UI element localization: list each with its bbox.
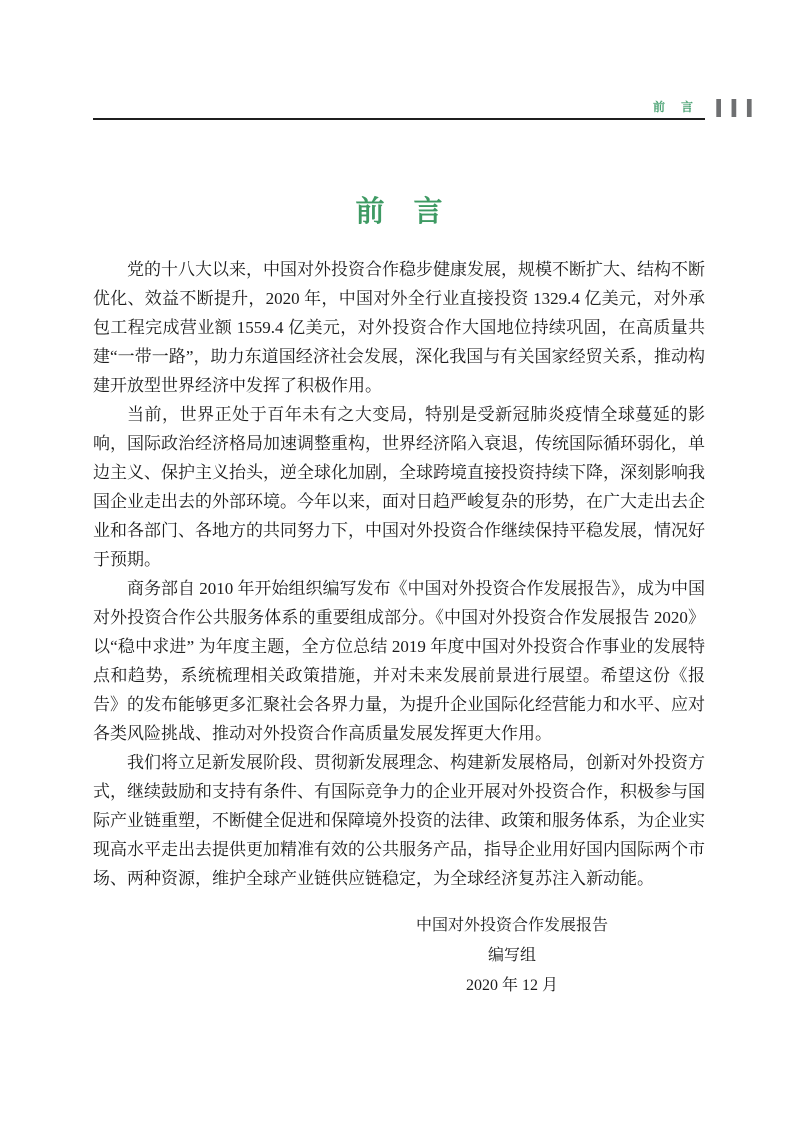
- signature-group: 编写组: [487, 947, 536, 964]
- signature-organization: 中国对外投资合作发展报告: [415, 917, 608, 934]
- paragraph-4: 我们将立足新发展阶段、贯彻新发展理念、构建新发展格局，创新对外投资方式，继续鼓励和支持有条件、有国际竞争力的企业开展对外投资合作，积极参与国际产业链重塑，不断健全促进和保障境外投资的法律、政策和服务体系，为企业实现高水平走出去提供更加精准有效的公共服务产品，指导企业用好国内国际两个市场、两种资源，维护全球产业链供应链稳定，为全球经济复苏注入新动能。: [93, 753, 705, 888]
- page-title: 前 言: [355, 196, 443, 228]
- paragraph-1: 党的十八大以来，中国对外投资合作稳步健康发展，规模不断扩大、结构不断优化、效益不断提升，2020 年，中国对外全行业直接投资 1329.4 亿美元，对外承包工程完成营业额 1559.4 亿美元，对外投资合作大国地位持续巩固，在高质量共建“一带一路”，助力东道国经济社会发展，深化我国与有关国家经贸关系，推动构建开放型世界经济中发挥了积极作用。: [93, 260, 705, 395]
- running-header-title: 前 言: [652, 100, 695, 114]
- page-number: III: [714, 94, 760, 123]
- body-text: [93, 255, 705, 893]
- paragraph-2: 当前，世界正处于百年未有之大变局，特别是受新冠肺炎疫情全球蔓延的影响，国际政治经济格局加速调整重构，世界经济陷入衰退，传统国际循环弱化，单边主义、保护主义抬头，逆全球化加剧，全球跨境直接投资持续下降，深刻影响我国企业走出去的外部环境。今年以来，面对日趋严峻复杂的形势，在广大走出去企业和各部门、各地方的共同努力下，中国对外投资合作继续保持平稳发展，情况好于预期。: [93, 405, 705, 569]
- signature-date: 2020 年 12 月: [465, 977, 558, 994]
- signature-block: [362, 911, 662, 1001]
- paragraph-3: 商务部自 2010 年开始组织编写发布《中国对外投资合作发展报告》，成为中国对外投资合作公共服务体系的重要组成部分。《中国对外投资合作发展报告 2020》以“稳中求进” 为年度主题，全方位总结 2019 年度中国对外投资合作事业的发展特点和趋势，系统梳理相关政策措施，并对未来发展前景进行展望。希望这份《报告》的发布能够更多汇聚社会各界力量，为提升企业国际化经营能力和水平、应对各类风险挑战、推动对外投资合作高质量发展发挥更大作用。: [93, 579, 705, 743]
- page-body: [93, 0, 705, 1001]
